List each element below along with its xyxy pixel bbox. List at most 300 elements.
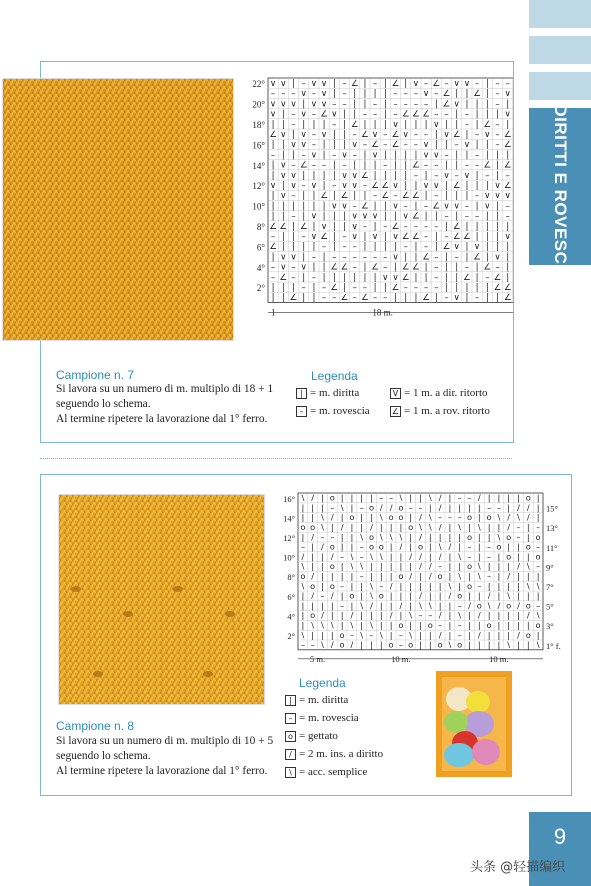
chart-stitch-symbol: ∨ [320,89,328,100]
chart-stitch-symbol: ∨ [310,150,318,161]
chart-stitch-symbol: o [427,620,433,631]
chart-stitch-symbol: ∠ [442,242,451,253]
chart-stitch-symbol: | [477,541,481,552]
chart-stitch-symbol: | [409,492,413,503]
chart-stitch-symbol: ∠ [452,231,461,242]
chart-bottom-label-repeat: 18 m. [372,307,393,318]
chart-stitch-symbol: – [474,211,480,222]
chart-stitch-symbol: | [350,502,354,513]
chart-stitch-symbol: o [378,541,384,552]
chart-stitch-symbol: / [321,610,324,621]
chart-stitch-symbol: o [535,620,541,631]
chart-stitch-symbol: | [322,170,326,181]
chart-stitch-symbol: | [455,282,459,293]
chart-stitch-symbol: o [408,522,414,533]
chart-stitch-symbol: ∨ [351,170,358,181]
chart-stitch-symbol: | [281,201,285,212]
chart-stitch-symbol: | [302,170,306,181]
chart-stitch-symbol: / [330,590,334,601]
chart-stitch-symbol: | [507,561,511,572]
chart-stitch-symbol: ∠ [361,129,369,140]
chart-stitch-symbol: | [292,282,295,293]
chart-stitch-symbol: ∠ [412,109,420,120]
chart-stitch-symbol: – [428,610,433,621]
chart-stitch-symbol: | [281,109,285,120]
chart-stitch-symbol: \ [517,512,520,523]
chart-stitch-symbol: o [506,600,512,611]
chart-stitch-symbol: – [281,89,286,100]
yarn-ball-yellow [466,691,490,713]
k2tog-symbol-icon: / [285,749,296,760]
chart-stitch-symbol: | [455,150,459,161]
chart-stitch-symbol: | [497,639,501,650]
chart-stitch-symbol: | [526,522,530,533]
chart-stitch-symbol: – [505,211,510,222]
chart-stitch-symbol: o [506,531,512,542]
chart-stitch-symbol: o [437,639,443,650]
chart-stitch-symbol: – [423,242,429,253]
chart-stitch-symbol: ∠ [391,282,400,293]
chart-stitch-symbol: – [311,160,317,171]
chart-stitch-symbol: | [332,170,336,181]
chart-stitch-symbol: | [414,252,418,263]
chart-stitch-symbol: – [332,99,337,110]
chart-stitch-symbol: | [455,119,459,130]
chart-stitch-symbol: | [373,201,377,212]
chart-stitch-symbol: | [360,580,364,591]
chart-stitch-symbol: \ [409,610,413,621]
sample7-knit-photo [2,78,234,341]
chart-stitch-symbol: ∨ [280,191,287,202]
chart-stitch-symbol: – [321,293,327,304]
chart-stitch-symbol: | [448,610,452,621]
chart-stitch-symbol: | [373,160,377,171]
chart-stitch-symbol: | [350,571,354,582]
chart-stitch-symbol: o [378,590,384,601]
chart-stitch-symbol: | [379,600,383,611]
chart-stitch-symbol: | [424,211,428,222]
chart-stitch-symbol: o [525,541,531,552]
chart-stitch-symbol: o [525,492,531,503]
chart-stitch-symbol: – [505,201,510,212]
chart-stitch-symbol: – [332,293,337,304]
chart-stitch-symbol: ∨ [341,201,348,212]
chart-stitch-symbol: – [330,531,335,542]
chart-stitch-symbol: | [475,119,479,130]
chart-stitch-symbol: – [464,119,470,130]
sample7-line-3: Al termine ripetere la lavorazione dal 1° ferro. [56,413,268,425]
page-number: 9 [529,812,591,886]
chart-stitch-symbol: o [398,502,404,513]
chart-stitch-symbol: | [485,109,489,120]
chart-stitch-symbol: / [330,639,334,650]
chart-stitch-symbol: | [448,502,452,513]
chart-stitch-symbol: – [311,89,317,100]
chart-stitch-symbol: | [360,620,364,631]
chart-stitch-symbol: / [340,522,344,533]
chart-stitch-symbol: \ [350,551,354,562]
chart-stitch-symbol: | [434,293,438,304]
chart-stitch-symbol: | [389,561,393,572]
chart-row-label-left: 2° [256,283,265,294]
chart-stitch-symbol: | [312,191,316,202]
chart-stitch-symbol: | [458,541,462,552]
chart-stitch-symbol: – [495,89,500,100]
chart-stitch-symbol: | [455,262,459,273]
yarn-ball-green [444,711,468,733]
chart-stitch-symbol: ∨ [280,78,287,89]
sample7-legend-knit-tbl [390,387,488,399]
chart-stitch-symbol: | [448,522,452,533]
chart-stitch-symbol: ∠ [401,191,410,202]
chart-stitch-symbol: ∨ [351,180,358,191]
chart-stitch-symbol: | [497,620,501,631]
chart-row-label-right: 5° [546,601,554,612]
chart-stitch-symbol: ∨ [320,78,328,89]
side-tab-label: DIRITTI E ROVESCI [551,103,570,270]
chart-stitch-symbol: | [445,160,448,171]
chart-stitch-symbol: – [464,262,470,273]
chart-stitch-symbol: | [311,600,315,611]
sample7-legend-knit [296,387,359,399]
chart-stitch-symbol: – [300,639,305,650]
chart-stitch-symbol: \ [477,522,481,533]
chart-stitch-symbol: | [475,201,479,212]
chart-stitch-symbol: / [350,639,354,650]
chart-stitch-symbol: – [457,512,462,523]
chart-stitch-symbol: | [424,262,428,273]
chart-stitch-symbol: | [475,282,479,293]
chart-stitch-symbol: | [475,231,479,242]
chart-stitch-symbol: | [445,262,448,273]
chart-stitch-symbol: – [403,282,408,293]
chart-stitch-symbol: | [373,242,377,253]
chart-stitch-symbol: ∨ [422,150,430,161]
chart-stitch-symbol: ∠ [401,231,410,242]
chart-row-label-right: 1° f. [546,640,561,651]
chart-stitch-symbol: | [497,580,501,591]
chart-stitch-symbol: | [340,492,344,503]
chart-stitch-symbol: o [349,590,355,601]
chart-stitch-symbol: | [404,180,408,191]
chart-stitch-symbol: o [300,571,306,582]
chart-stitch-symbol: – [301,231,306,242]
chart-stitch-symbol: ∨ [310,231,318,242]
chart-stitch-symbol: ∨ [300,140,307,151]
chart-stitch-symbol: | [475,262,479,273]
chart-stitch-symbol: – [372,99,378,110]
chart-stitch-symbol: – [340,600,345,611]
chart-stitch-symbol: – [434,191,439,202]
chart-stitch-symbol: ∠ [483,160,492,171]
chart-stitch-symbol: / [507,571,511,582]
chart-stitch-symbol: ∨ [494,180,501,191]
chart-stitch-symbol: ∠ [279,272,288,283]
chart-stitch-symbol: | [271,170,275,181]
chart-stitch-symbol: \ [379,531,383,542]
chart-stitch-symbol: – [454,252,459,263]
chart-stitch-symbol: – [403,221,408,232]
chart-stitch-symbol: | [507,629,511,640]
chart-stitch-symbol: | [394,160,397,171]
chart-stitch-symbol: / [526,610,530,621]
chart-stitch-symbol: | [353,191,357,202]
chart-stitch-symbol: – [359,551,364,562]
sample8-knit-photo [58,494,265,705]
chart-stitch-symbol: | [487,629,491,640]
sample7-line-1: Si lavora su un numero di m. multiplo di 18 + 1 [56,383,274,395]
chart-stitch-symbol: | [526,551,530,562]
chart-stitch-symbol: | [350,531,354,542]
chart-stitch-symbol: | [292,231,295,242]
chart-stitch-symbol: | [383,119,387,130]
chart-stitch-symbol: \ [311,620,315,631]
chart-stitch-symbol: | [419,639,422,650]
sample7-legend-purl-tbl [390,405,490,417]
chart-stitch-symbol: ∨ [371,150,379,161]
chart-stitch-symbol: | [271,282,275,293]
chart-stitch-symbol: | [455,89,459,100]
chart-stitch-symbol: ∨ [300,262,307,273]
chart-stitch-symbol: | [363,231,367,242]
chart-stitch-symbol: | [477,590,481,601]
chart-stitch-symbol: | [506,242,510,253]
chart-stitch-symbol: – [270,231,276,242]
chart-stitch-symbol: | [394,170,397,181]
chart-stitch-symbol: | [497,522,501,533]
chart-stitch-symbol: | [363,262,367,273]
chart-stitch-symbol: | [404,78,408,89]
chart-stitch-symbol: – [413,89,419,100]
chart-stitch-symbol: o [437,571,443,582]
chart-stitch-symbol: | [419,571,422,582]
chart-stitch-symbol: / [477,629,481,640]
chart-stitch-symbol: – [434,160,439,171]
chart-stitch-symbol: | [448,551,452,562]
chart-stitch-symbol: | [517,571,520,582]
sample7-line-2: seguendo lo schema. [56,398,151,410]
chart-stitch-symbol: | [363,119,367,130]
chart-stitch-symbol: | [468,522,471,533]
chart-row-label-right: 7° [546,582,554,593]
chart-stitch-symbol: | [312,293,316,304]
chart-stitch-symbol: ∠ [473,252,481,263]
chart-stitch-symbol: ∨ [494,252,501,263]
chart-stitch-symbol: – [291,119,296,130]
chart-stitch-symbol: | [389,620,393,631]
sample8-legend-ssk [285,766,367,778]
chart-stitch-symbol: | [506,150,510,161]
chart-stitch-symbol: – [403,89,408,100]
chart-stitch-symbol: | [332,89,336,100]
chart-stitch-symbol: | [414,119,418,130]
chart-stitch-symbol: | [517,590,520,601]
chart-stitch-symbol: | [330,571,334,582]
chart-stitch-symbol: ∠ [381,180,390,191]
chart-stitch-symbol: – [321,160,327,171]
chart-stitch-symbol: – [423,282,429,293]
chart-stitch-symbol: – [495,140,500,151]
chart-stitch-symbol: | [475,109,479,120]
chart-stitch-symbol: o [457,639,463,650]
chart-stitch-symbol: | [445,119,448,130]
side-tab-diritti-e-rovesci[interactable] [529,103,591,270]
chart-stitch-symbol: | [455,211,459,222]
chart-stitch-symbol: | [312,201,316,212]
chart-stitch-symbol: ∨ [331,201,338,212]
chart-stitch-symbol: ∨ [351,221,358,232]
chart-stitch-symbol: | [332,242,336,253]
chart-stitch-symbol: | [332,78,336,89]
chart-stitch-symbol: o [329,561,335,572]
chart-stitch-symbol: | [428,580,432,591]
chart-stitch-symbol: | [321,571,324,582]
chart-stitch-symbol: / [389,610,393,621]
chart-stitch-symbol: | [507,492,511,503]
chart-stitch-symbol: / [419,531,422,542]
chart-stitch-symbol: | [485,231,489,242]
chart-stitch-symbol: \ [438,541,442,552]
chart-stitch-symbol: ∨ [453,201,460,212]
chart-stitch-symbol: ∨ [269,78,277,89]
chart-stitch-symbol: ∨ [463,140,471,151]
sample8-legend-knit [285,694,348,706]
chart-stitch-symbol: o [466,512,473,523]
chart-stitch-symbol: | [353,99,357,110]
chart-stitch-symbol: – [362,252,368,263]
legend-text: = m. diritta [299,694,349,706]
chart-stitch-symbol: o [476,600,482,611]
chart-stitch-symbol: – [434,262,439,273]
chart-bottom-label: 10 m. [391,653,411,664]
chart-stitch-symbol: | [526,620,530,631]
chart-stitch-symbol: | [350,541,354,552]
chart-stitch-symbol: | [465,89,469,100]
chart-row-label-left: 14° [252,160,265,171]
chart-stitch-symbol: | [445,191,448,202]
chart-stitch-symbol: o [486,620,492,631]
chart-stitch-symbol: ∨ [443,170,450,181]
chart-row-label-left: 10° [252,201,265,212]
chart-stitch-symbol: o [466,531,473,542]
chart-stitch-symbol: | [487,580,491,591]
chart-stitch-symbol: | [343,282,346,293]
chart-stitch-symbol: | [301,610,305,621]
chart-stitch-symbol: | [311,629,315,640]
chart-stitch-symbol: | [394,262,397,273]
chart-stitch-symbol: – [291,211,296,222]
purl-tbl-symbol-icon: ∠ [391,406,400,416]
chart-stitch-symbol: o [486,512,492,523]
chart-stitch-symbol: \ [409,629,413,640]
chart-stitch-symbol: | [311,561,315,572]
chart-stitch-symbol: | [458,580,462,591]
chart-stitch-symbol: | [419,580,422,591]
chart-stitch-symbol: ∨ [504,89,511,100]
chart-row-label-right: 13° [546,523,558,534]
chart-stitch-symbol: – [454,170,459,181]
chart-stitch-symbol: | [311,551,315,562]
sample7-title: Campione n. 7 [56,368,135,382]
chart-stitch-symbol: – [477,580,482,591]
chart-stitch-symbol: | [292,201,295,212]
chart-stitch-symbol: ∨ [392,231,399,242]
chart-stitch-symbol: o [349,512,355,523]
chart-stitch-symbol: ∠ [340,191,349,202]
sample8-line-3: Al termine ripetere la lavorazione dal 1° ferro. [56,765,268,777]
chart-stitch-symbol: | [438,580,442,591]
chart-stitch-symbol: | [477,639,481,650]
chart-stitch-symbol: ∠ [412,160,420,171]
chart-stitch-symbol: | [414,201,418,212]
chart-stitch-symbol: | [455,191,459,202]
chart-stitch-symbol: | [312,262,316,273]
chart-stitch-symbol: o [388,639,394,650]
chart-stitch-symbol: ∠ [432,201,441,212]
chart-stitch-symbol: | [350,600,354,611]
chart-stitch-symbol: | [404,150,408,161]
chart-stitch-symbol: / [370,600,373,611]
chart-stitch-symbol: | [340,541,344,552]
chart-stitch-symbol: ∠ [269,129,277,140]
chart-stitch-symbol: | [363,191,367,202]
chart-stitch-symbol: | [383,78,387,89]
chart-stitch-symbol: \ [399,492,403,503]
chart-stitch-symbol: / [448,590,452,601]
chart-stitch-symbol: | [379,639,383,650]
chart-stitch-symbol: | [506,221,510,232]
chart-stitch-symbol: \ [448,639,452,650]
chart-stitch-symbol: | [301,590,305,601]
chart-stitch-symbol: | [394,150,397,161]
chart-stitch-symbol: – [321,242,327,253]
chart-stitch-symbol: | [496,109,499,120]
chart-stitch-symbol: | [445,180,448,191]
chart-stitch-symbol: | [419,620,422,631]
chart-stitch-symbol: – [464,201,470,212]
chart-stitch-symbol: | [312,221,316,232]
chart-stitch-symbol: | [340,610,344,621]
chart-stitch-symbol: \ [497,512,501,523]
chart-stitch-symbol: | [302,252,306,263]
chart-stitch-symbol: | [302,293,306,304]
chart-stitch-symbol: | [458,502,462,513]
chart-stitch-symbol: | [465,180,469,191]
chart-stitch-symbol: – [423,160,429,171]
chart-stitch-symbol: | [389,541,393,552]
chart-stitch-symbol: – [372,191,378,202]
chart-stitch-symbol: | [445,221,448,232]
chart-stitch-symbol: \ [497,531,501,542]
chart-stitch-symbol: | [340,531,344,542]
chart-stitch-symbol: – [418,610,423,621]
chart-stitch-symbol: ∨ [453,78,460,89]
chart-stitch-symbol: | [497,610,501,621]
chart-stitch-symbol: | [379,522,383,533]
chart-stitch-symbol: | [399,590,403,601]
legend-text: = gettato [299,730,338,742]
chart-stitch-symbol: – [444,150,449,161]
chart-stitch-symbol: – [352,129,357,140]
chart-stitch-symbol: ∨ [463,78,471,89]
chart-stitch-symbol: | [448,492,452,503]
chart-bottom-label-edge: 1 [271,307,276,318]
chart-stitch-symbol: – [310,639,315,650]
yarn-ball-pink [472,739,500,765]
chart-stitch-symbol: | [383,211,387,222]
chart-stitch-symbol: | [487,531,491,542]
chart-stitch-symbol: \ [428,512,432,523]
